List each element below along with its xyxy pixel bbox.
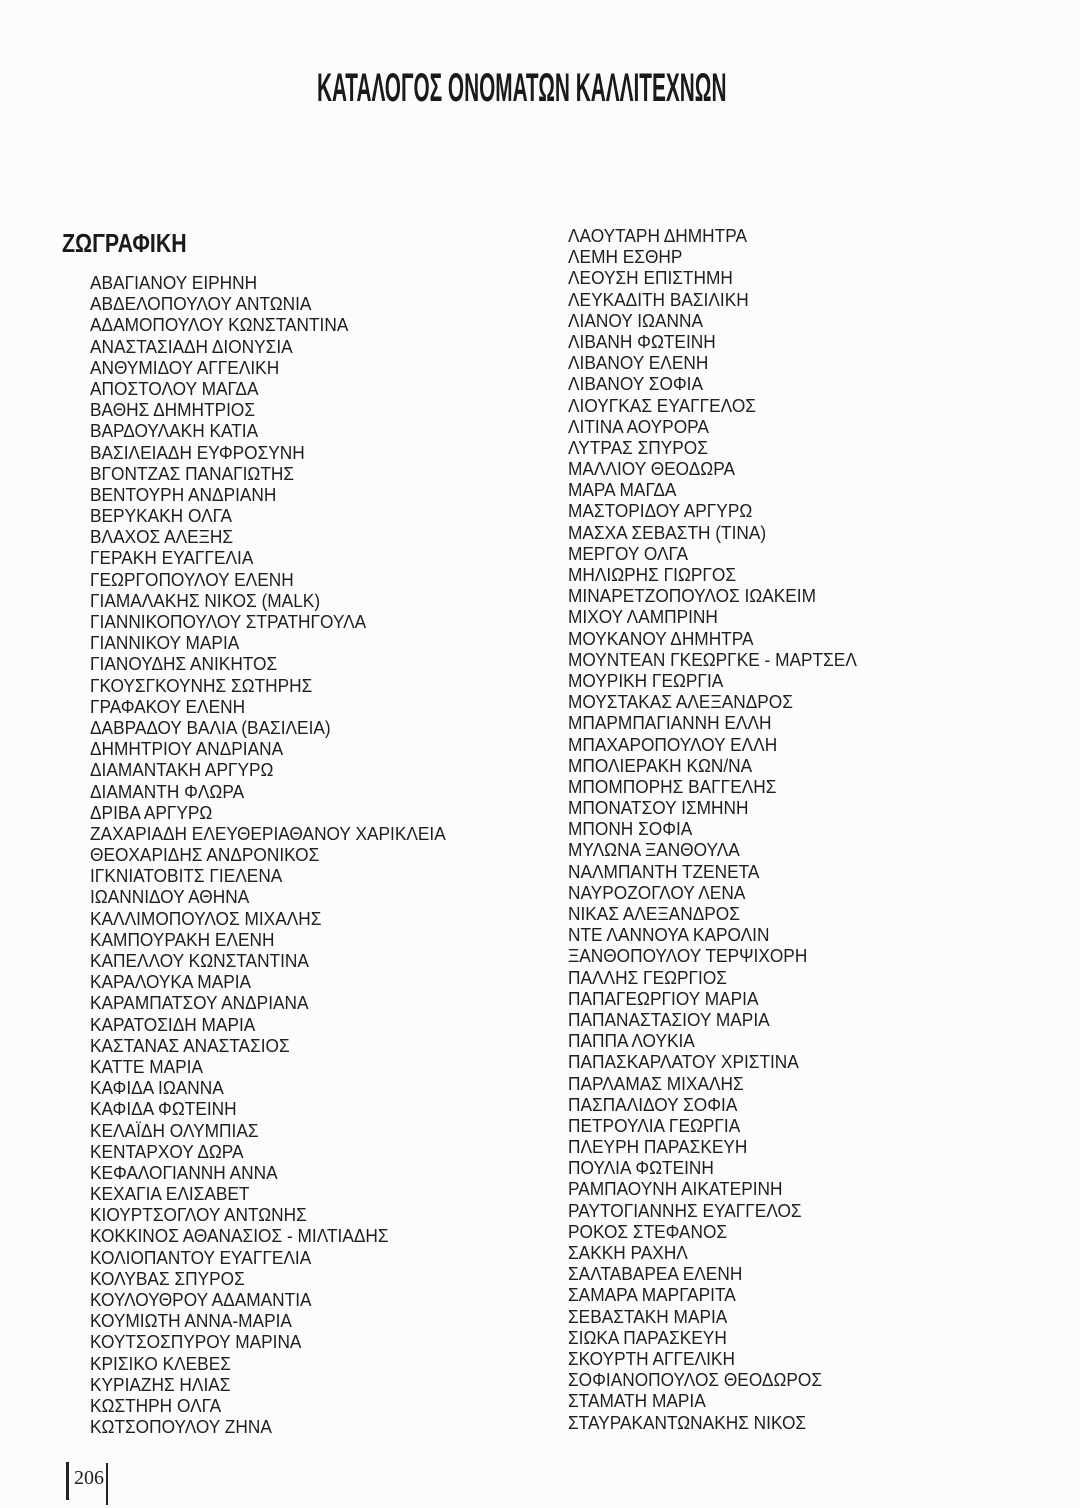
artist-name: ΚΕΝΤΑΡΧΟΥ ΔΩΡΑ [90, 1141, 244, 1162]
artist-name: ΒΓΟΝΤΖΑΣ ΠΑΝΑΓΙΩΤΗΣ [90, 463, 295, 484]
artist-name: ΠΑΠΠΑ ΛΟΥΚΙΑ [568, 1031, 695, 1052]
artist-name: ΒΛΑΧΟΣ ΑΛΕΞΗΣ [90, 527, 234, 548]
artist-name: ΑΒΑΓΙΑΝΟΥ ΕΙΡΗΝΗ [90, 273, 258, 293]
left-column [90, 273, 446, 1438]
artist-name: ΔΑΒΡΑΔΟΥ ΒΑΛΙΑ (ΒΑΣΙΛΕΙΑ) [90, 717, 331, 738]
artist-name: ΚΩΣΤΗΡΗ ΟΛΓΑ [90, 1395, 222, 1416]
artist-name: ΒΕΡΥΚΑΚΗ ΟΛΓΑ [90, 506, 233, 527]
artist-name: ΣΟΦΙΑΝΟΠΟΥΛΟΣ ΘΕΟΔΩΡΟΣ [568, 1370, 823, 1391]
artist-name: ΠΑΛΛΗΣ ΓΕΩΡΓΙΟΣ [568, 967, 727, 988]
artist-name: ΜΠΟΜΠΟΡΗΣ ΒΑΓΓΕΛΗΣ [568, 776, 777, 797]
artist-name: ΚΙΟΥΡΤΣΟΓΛΟΥ ΑΝΤΩΝΗΣ [90, 1205, 307, 1226]
artist-name: ΣΤΑΥΡΑΚΑΝΤΩΝΑΚΗΣ ΝΙΚΟΣ [568, 1412, 807, 1433]
artist-name: ΙΩΑΝΝΙΔΟΥ ΑΘΗΝΑ [90, 887, 250, 908]
artist-name: ΜΠΟΝΗ ΣΟΦΙΑ [568, 819, 693, 840]
artist-name: ΒΑΘΗΣ ΔΗΜΗΤΡΙΟΣ [90, 400, 256, 421]
artist-name: ΝΙΚΑΣ ΑΛΕΞΑΝΔΡΟΣ [568, 904, 740, 924]
artist-name: ΔΗΜΗΤΡΙΟΥ ΑΝΔΡΙΑΝΑ [90, 739, 284, 760]
page-number-rule-left [66, 1462, 69, 1500]
artist-name: ΛΙΒΑΝΟΥ ΣΟΦΙΑ [568, 374, 704, 395]
artist-name: ΑΠΟΣΤΟΛΟΥ ΜΑΓΔΑ [90, 378, 259, 399]
artist-name: ΞΑΝΘΟΠΟΥΛΟΥ ΤΕΡΨΙΧΟΡΗ [568, 946, 808, 967]
artist-name: ΚΟΥΤΣΟΣΠΥΡΟΥ ΜΑΡΙΝΑ [90, 1332, 302, 1353]
artist-name: ΓΙΑΝΝΙΚΟΥ ΜΑΡΙΑ [90, 633, 240, 654]
artist-name: ΓΕΩΡΓΟΠΟΥΛΟΥ ΕΛΕΝΗ [90, 569, 294, 590]
artist-name: ΒΑΣΙΛΕΙΑΔΗ ΕΥΦΡΟΣΥΝΗ [90, 442, 305, 463]
artist-name: ΚΟΛΥΒΑΣ ΣΠΥΡΟΣ [90, 1268, 245, 1289]
artist-name: ΝΤΕ ΛΑΝΝΟΥΑ ΚΑΡΟΛΙΝ [568, 925, 770, 946]
artist-name: ΔΙΑΜΑΝΤΗ ΦΛΩΡΑ [90, 781, 245, 802]
artist-name: ΜΟΥΚΑΝΟΥ ΔΗΜΗΤΡΑ [568, 628, 754, 649]
artist-name: ΛΙΑΝΟΥ ΙΩΑΝΝΑ [568, 310, 703, 331]
artist-name: ΜΕΡΓΟΥ ΟΛΓΑ [568, 543, 688, 564]
artist-name: ΠΑΠΑΓΕΩΡΓΙΟΥ ΜΑΡΙΑ [568, 988, 759, 1009]
page-title: ΚΑΤΑΛΟΓΟΣ ΟΝΟΜΑΤΩΝ ΚΑΛΛΙΤΕΧΝΩΝ [317, 66, 727, 110]
artist-name: ΠΑΡΛΑΜΑΣ ΜΙΧΑΛΗΣ [568, 1073, 744, 1094]
artist-name: ΛΥΤΡΑΣ ΣΠΥΡΟΣ [568, 437, 708, 458]
artist-name: ΓΙΑΝΟΥΔΗΣ ΑΝΙΚΗΤΟΣ [90, 654, 278, 675]
artist-name: ΛΙΒΑΝΗ ΦΩΤΕΙΝΗ [568, 331, 716, 352]
artist-name: ΜΠΑΡΜΠΑΓΙΑΝΝΗ ΕΛΛΗ [568, 713, 772, 734]
artist-name: ΣΑΛΤΑΒΑΡΕΑ ΕΛΕΝΗ [568, 1264, 743, 1285]
artist-name: ΜΗΛΙΩΡΗΣ ΓΙΩΡΓΟΣ [568, 565, 737, 585]
artist-name: ΚΕΧΑΓΙΑ ΕΛΙΣΑΒΕΤ [90, 1184, 250, 1205]
artist-name: ΠΟΥΛΙΑ ΦΩΤΕΙΝΗ [568, 1158, 714, 1179]
artist-name: ΓΙΑΝΝΙΚΟΠΟΥΛΟΥ ΣΤΡΑΤΗΓΟΥΛΑ [90, 612, 367, 632]
artist-name: ΔΙΑΜΑΝΤΑΚΗ ΑΡΓΥΡΩ [90, 760, 274, 781]
artist-name: ΒΑΡΔΟΥΛΑΚΗ ΚΑΤΙΑ [90, 421, 259, 442]
page-number-rule-right [106, 1463, 108, 1505]
artist-name: ΝΑΥΡΟΖΟΓΛΟΥ ΛΕΝΑ [568, 882, 746, 903]
artist-name: ΝΑΛΜΠΑΝΤΗ ΤΖΕΝΕΤΑ [568, 861, 760, 882]
artist-name: ΑΔΑΜΟΠΟΥΛΟΥ ΚΩΝΣΤΑΝΤΙΝΑ [90, 315, 349, 336]
artist-name: ΓΕΡΑΚΗ ΕΥΑΓΓΕΛΙΑ [90, 548, 254, 569]
artist-name: ΛΕΜΗ ΕΣΘΗΡ [568, 247, 683, 268]
artist-name: ΠΑΠΑΣΚΑΡΛΑΤΟΥ ΧΡΙΣΤΙΝΑ [568, 1052, 799, 1073]
artist-name: ΚΑΡΑΛΟΥΚΑ ΜΑΡΙΑ [90, 972, 252, 993]
artist-name: ΚΕΛΑΪΔΗ ΟΛΥΜΠΙΑΣ [90, 1120, 259, 1141]
artist-name: ΜΟΥΝΤΕΑΝ ΓΚΕΩΡΓΚΕ - ΜΑΡΤΣΕΛ [568, 649, 857, 670]
artist-name: ΚΥΡΙΑΖΗΣ ΗΛΙΑΣ [90, 1374, 231, 1395]
artist-name: ΖΑΧΑΡΙΑΔΗ ΕΛΕΥΘΕΡΙΑΘΑΝΟΥ ΧΑΡΙΚΛΕΙΑ [90, 823, 446, 844]
page-number: 206 [74, 1467, 104, 1489]
artist-name: ΜΙΧΟΥ ΛΑΜΠΡΙΝΗ [568, 607, 718, 628]
artist-name: ΜΥΛΩΝΑ ΞΑΝΘΟΥΛΑ [568, 840, 740, 861]
artist-name: ΜΑΛΛΙΟΥ ΘΕΟΔΩΡΑ [568, 459, 735, 480]
artist-name: ΚΑΣΤΑΝΑΣ ΑΝΑΣΤΑΣΙΟΣ [90, 1035, 290, 1056]
artist-name: ΣΚΟΥΡΤΗ ΑΓΓΕΛΙΚΗ [568, 1348, 735, 1369]
right-column [568, 226, 857, 1434]
artist-name: ΘΕΟΧΑΡΙΔΗΣ ΑΝΔΡΟΝΙΚΟΣ [90, 845, 320, 866]
artist-name: ΑΝΘΥΜΙΔΟΥ ΑΓΓΕΛΙΚΗ [90, 357, 280, 378]
title-container [0, 68, 1080, 108]
artist-name: ΚΑΦΙΔΑ ΦΩΤΕΙΝΗ [90, 1099, 237, 1120]
artist-name: ΡΑΥΤΟΓΙΑΝΝΗΣ ΕΥΑΓΓΕΛΟΣ [568, 1200, 802, 1221]
artist-name: ΡΑΜΠΑΟΥΝΗ ΑΙΚΑΤΕΡΙΝΗ [568, 1179, 783, 1200]
artist-name: ΛΙΒΑΝΟΥ ΕΛΕΝΗ [568, 353, 709, 374]
artist-name: ΜΟΥΡΙΚΗ ΓΕΩΡΓΙΑ [568, 670, 724, 691]
artist-name: ΜΑΣΤΟΡΙΔΟΥ ΑΡΓΥΡΩ [568, 501, 753, 522]
artist-name: ΚΡΙΣΙΚΟ ΚΛΕΒΕΣ [90, 1353, 231, 1374]
artist-name: ΔΡΙΒΑ ΑΡΓΥΡΩ [90, 802, 213, 823]
artist-name: ΚΑΡΑΤΟΣΙΔΗ ΜΑΡΙΑ [90, 1014, 256, 1035]
artist-name: ΑΒΔΕΛΟΠΟΥΛΟΥ ΑΝΤΩΝΙΑ [90, 294, 312, 315]
artist-name: ΚΟΥΜΙΩΤΗ ΑΝΝΑ-ΜΑΡΙΑ [90, 1311, 292, 1332]
artist-name: ΜΠΟΝΑΤΣΟΥ ΙΣΜΗΝΗ [568, 798, 749, 819]
artist-name: ΣΑΜΑΡΑ ΜΑΡΓΑΡΙΤΑ [568, 1285, 736, 1306]
artist-name: ΠΑΠΑΝΑΣΤΑΣΙΟΥ ΜΑΡΙΑ [568, 1009, 770, 1030]
artist-name: ΣΙΩΚΑ ΠΑΡΑΣΚΕΥΗ [568, 1327, 727, 1348]
artist-name: ΜΙΝΑΡΕΤΖΟΠΟΥΛΟΣ ΙΩΑΚΕΙΜ [568, 586, 817, 607]
artist-name: ΓΡΑΦΑΚΟΥ ΕΛΕΝΗ [90, 696, 246, 717]
artist-name: ΠΑΣΠΑΛΙΔΟΥ ΣΟΦΙΑ [568, 1094, 738, 1115]
artist-name: ΓΚΟΥΣΓΚΟΥΝΗΣ ΣΩΤΗΡΗΣ [90, 675, 313, 696]
artist-name: ΣΕΒΑΣΤΑΚΗ ΜΑΡΙΑ [568, 1306, 728, 1327]
artist-name: ΚΑΦΙΔΑ ΙΩΑΝΝΑ [90, 1078, 224, 1099]
artist-name: ΛΙΟΥΓΚΑΣ ΕΥΑΓΓΕΛΟΣ [568, 395, 756, 416]
artist-name: ΚΑΜΠΟΥΡΑΚΗ ΕΛΕΝΗ [90, 929, 275, 950]
artist-name: ΠΕΤΡΟΥΛΙΑ ΓΕΩΡΓΙΑ [568, 1115, 741, 1136]
artist-name: ΜΟΥΣΤΑΚΑΣ ΑΛΕΞΑΝΔΡΟΣ [568, 692, 793, 713]
artist-name: ΛΑΟΥΤΑΡΗ ΔΗΜΗΤΡΑ [568, 226, 747, 246]
artist-name: ΜΑΡΑ ΜΑΓΔΑ [568, 480, 677, 501]
artist-name: ΜΠΟΛΙΕΡΑΚΗ ΚΩΝ/ΝΑ [568, 755, 753, 776]
artist-name: ΡΟΚΟΣ ΣΤΕΦΑΝΟΣ [568, 1221, 728, 1242]
artist-name: ΛΙΤΙΝΑ ΑΟΥΡΟΡΑ [568, 416, 709, 437]
section-heading: ΖΩΓΡΑΦΙΚΗ [62, 228, 187, 258]
artist-name: ΚΟΛΙΟΠΑΝΤΟΥ ΕΥΑΓΓΕΛΙΑ [90, 1247, 312, 1268]
artist-name: ΜΠΑΧΑΡΟΠΟΥΛΟΥ ΕΛΛΗ [568, 734, 778, 755]
artist-name: ΜΑΣΧΑ ΣΕΒΑΣΤΗ (ΤΙΝΑ) [568, 522, 767, 543]
artist-name: ΚΑΠΕΛΛΟΥ ΚΩΝΣΤΑΝΤΙΝΑ [90, 951, 309, 971]
artist-name: ΚΩΤΣΟΠΟΥΛΟΥ ΖΗΝΑ [90, 1417, 272, 1438]
artist-name: ΙΓΚΝΙΑΤΟΒΙΤΣ ΓΙΕΛΕΝΑ [90, 866, 283, 887]
artist-name: ΑΝΑΣΤΑΣΙΑΔΗ ΔΙΟΝΥΣΙΑ [90, 336, 293, 357]
artist-name: ΛΕΥΚΑΔΙΤΗ ΒΑΣΙΛΙΚΗ [568, 289, 749, 310]
artist-name: ΛΕΟΥΣΗ ΕΠΙΣΤΗΜΗ [568, 268, 733, 289]
artist-name: ΚΟΚΚΙΝΟΣ ΑΘΑΝΑΣΙΟΣ - ΜΙΛΤΙΑΔΗΣ [90, 1226, 389, 1247]
artist-name: ΚΑΡΑΜΠΑΤΣΟΥ ΑΝΔΡΙΑΝΑ [90, 993, 309, 1014]
artist-name: ΚΑΤΤΕ ΜΑΡΙΑ [90, 1056, 203, 1077]
artist-name: ΒΕΝΤΟΥΡΗ ΑΝΔΡΙΑΝΗ [90, 484, 277, 505]
artist-name: ΚΑΛΛΙΜΟΠΟΥΛΟΣ ΜΙΧΑΛΗΣ [90, 908, 322, 929]
artist-name: ΓΙΑΜΑΛΑΚΗΣ ΝΙΚΟΣ (MALK) [90, 590, 321, 611]
artist-name: ΣΑΚΚΗ ΡΑΧΗΛ [568, 1243, 688, 1263]
artist-name: ΚΟΥΛΟΥΘΡΟΥ ΑΔΑΜΑΝΤΙΑ [90, 1290, 312, 1310]
artist-name: ΣΤΑΜΑΤΗ ΜΑΡΙΑ [568, 1391, 706, 1412]
artist-name: ΚΕΦΑΛΟΓΙΑΝΝΗ ΑΝΝΑ [90, 1162, 278, 1183]
artist-name: ΠΛΕΥΡΗ ΠΑΡΑΣΚΕΥΗ [568, 1137, 748, 1158]
